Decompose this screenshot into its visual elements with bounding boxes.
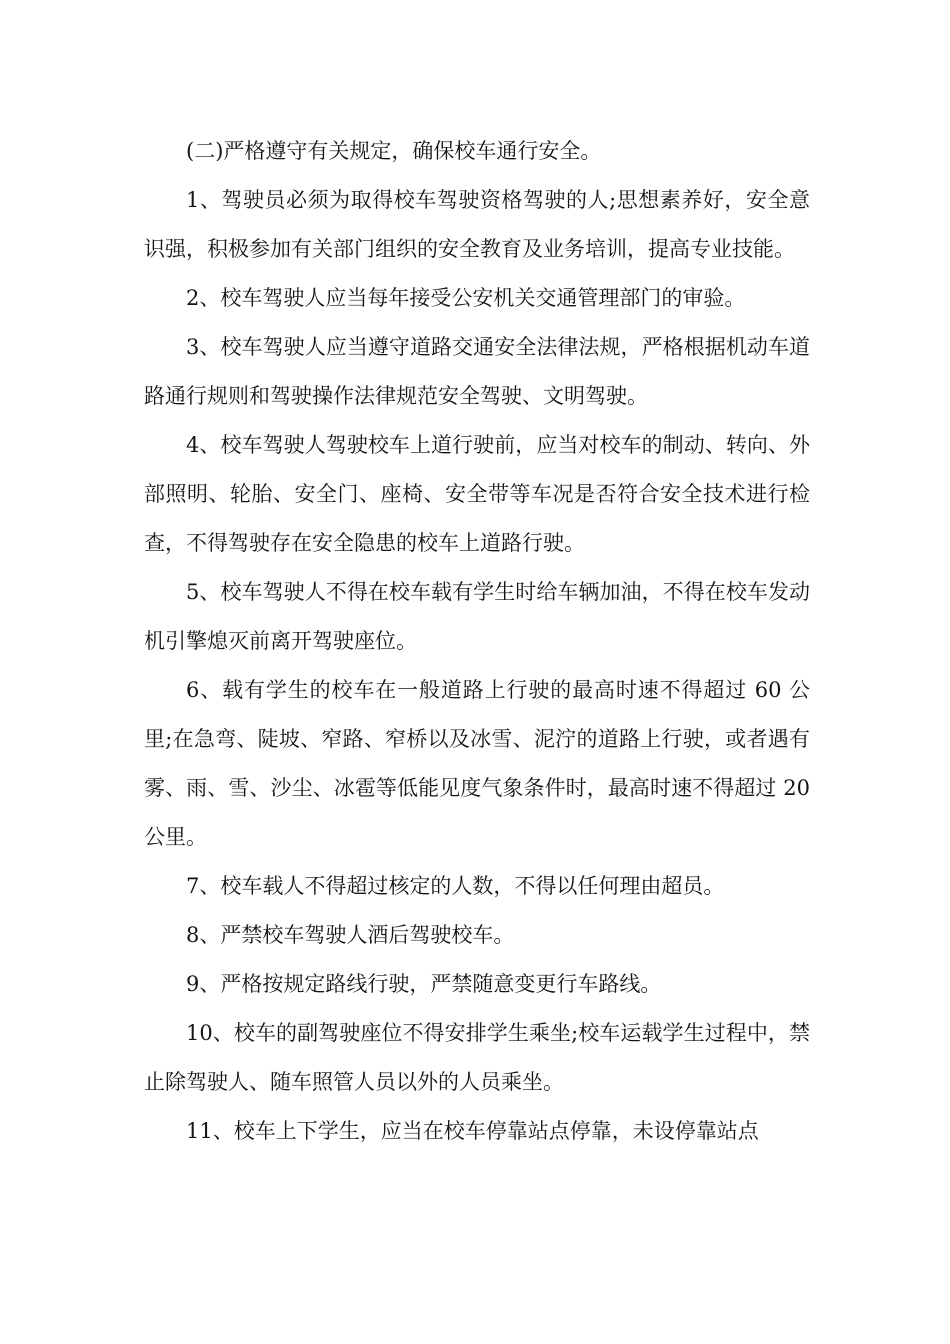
paragraph-item-8: 8、严禁校车驾驶人酒后驾驶校车。 xyxy=(186,923,515,947)
paragraph-item-10: 10、校车的副驾驶座位不得安排学生乘坐;校车运载学生过程中，禁止除驾驶人、随车照管人员以外的人员乘坐。 xyxy=(144,1021,810,1094)
paragraph-item-5: 5、校车驾驶人不得在校车载有学生时给车辆加油，不得在校车发动机引擎熄灭前离开驾驶座位。 xyxy=(144,580,810,653)
paragraph-item-4: 4、校车驾驶人驾驶校车上道行驶前，应当对校车的制动、转向、外部照明、轮胎、安全门、座椅、安全带等车况是否符合安全技术进行检查，不得驾驶存在安全隐患的校车上道路行驶。 xyxy=(144,433,810,555)
paragraph-item-11: 11、校车上下学生，应当在校车停靠站点停靠，未设停靠站点 xyxy=(186,1119,759,1143)
paragraph-item-6: 6、载有学生的校车在一般道路上行驶的最高时速不得超过 60 公里;在急弯、陡坡、窄路、窄桥以及冰雪、泥泞的道路上行驶，或者遇有雾、雨、雪、沙尘、冰雹等低能见度气象条件时，最高时速不得超过 20 公里。 xyxy=(144,678,810,849)
paragraph-item-7: 7、校车载人不得超过核定的人数，不得以任何理由超员。 xyxy=(186,874,725,898)
document-body xyxy=(144,127,810,1156)
paragraph-item-2: 2、校车驾驶人应当每年接受公安机关交通管理部门的审验。 xyxy=(186,286,746,310)
paragraph-item-9: 9、严格按规定路线行驶，严禁随意变更行车路线。 xyxy=(186,972,662,996)
section-heading: (二)严格遵守有关规定，确保校车通行安全。 xyxy=(186,139,602,163)
paragraph-item-1: 1、驾驶员必须为取得校车驾驶资格驾驶的人;思想素养好，安全意识强，积极参加有关部门组织的安全教育及业务培训，提高专业技能。 xyxy=(144,188,810,261)
paragraph-item-3: 3、校车驾驶人应当遵守道路交通安全法律法规，严格根据机动车道路通行规则和驾驶操作法律规范安全驾驶、文明驾驶。 xyxy=(144,335,810,408)
